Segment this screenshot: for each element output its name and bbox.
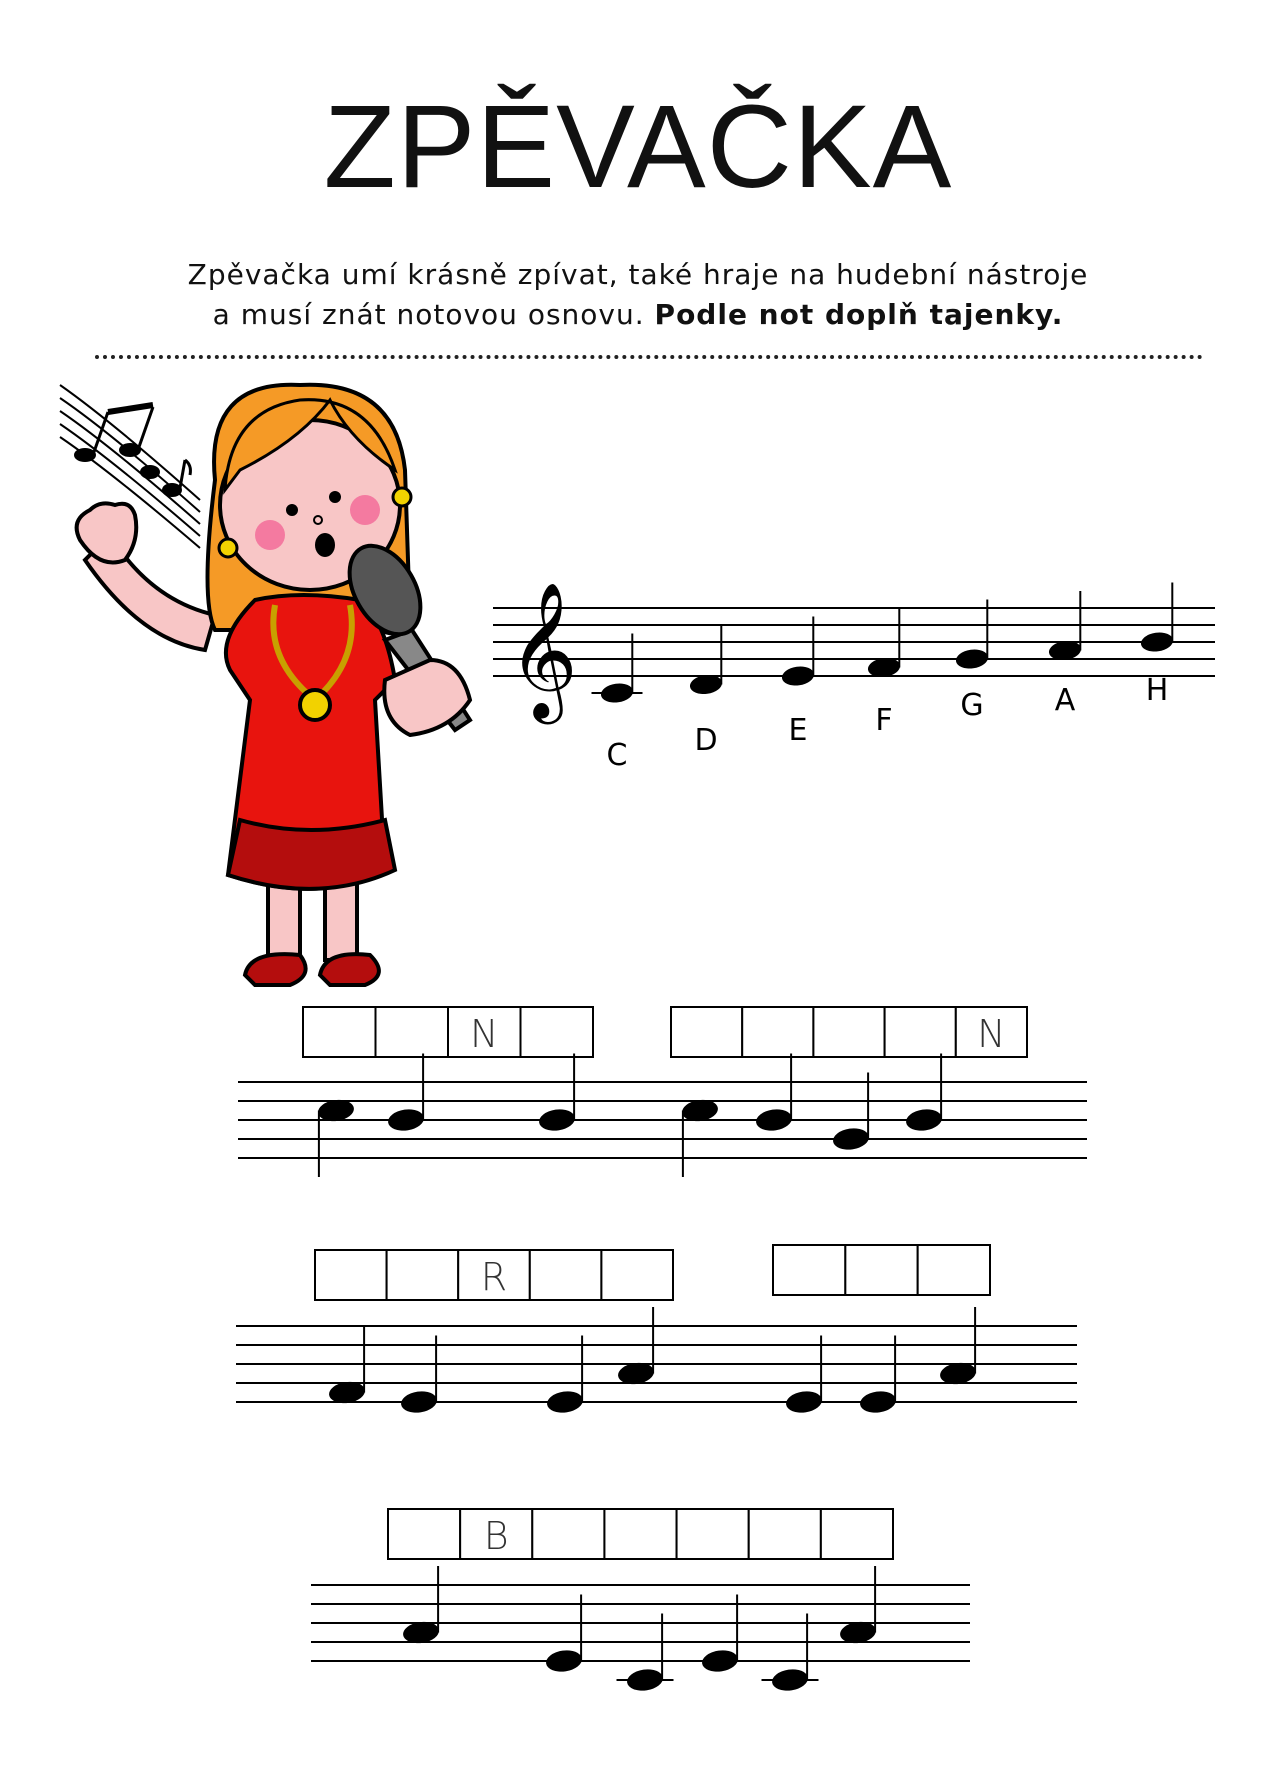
note-head	[955, 647, 990, 670]
note-head	[755, 1107, 794, 1133]
answer-box	[742, 1007, 813, 1057]
note-name-label: H	[1145, 673, 1169, 708]
note-head	[546, 1389, 585, 1415]
answer-box	[604, 1509, 676, 1559]
note-name-label: E	[788, 713, 808, 748]
note-head	[538, 1107, 577, 1133]
answer-box	[315, 1250, 387, 1300]
answer-box	[821, 1509, 893, 1559]
answer-box	[303, 1007, 376, 1057]
answer-box	[376, 1007, 449, 1057]
answer-hint-letter: R	[480, 1255, 508, 1299]
answer-hint-letter: N	[977, 1012, 1006, 1056]
note-name-label: D	[694, 723, 718, 758]
note-name-label: G	[960, 688, 984, 723]
answer-box	[530, 1250, 602, 1300]
answer-box	[671, 1007, 742, 1057]
note-head	[859, 1389, 898, 1415]
answer-box	[885, 1007, 956, 1057]
note-name-label: F	[875, 703, 893, 738]
note-head	[387, 1107, 426, 1133]
answer-hint-letter: B	[483, 1514, 509, 1558]
note-head	[1140, 630, 1175, 653]
note-head	[905, 1107, 944, 1133]
answer-box	[773, 1245, 845, 1295]
note-head	[832, 1126, 871, 1152]
note-name-label: A	[1054, 683, 1076, 718]
note-head	[545, 1648, 584, 1674]
note-name-label: C	[606, 738, 628, 773]
answer-hint-letter: N	[470, 1012, 499, 1056]
answer-box	[601, 1250, 673, 1300]
instructions-text: a musí znát notovou osnovu.	[212, 298, 645, 331]
instructions-task: Podle not doplň tajenky.	[654, 298, 1064, 331]
note-head	[781, 664, 816, 687]
answer-box	[387, 1250, 459, 1300]
answer-box	[388, 1509, 460, 1559]
treble-clef-icon: 𝄞	[508, 580, 578, 718]
note-head	[400, 1389, 439, 1415]
answer-box	[532, 1509, 604, 1559]
note-head	[785, 1389, 824, 1415]
answer-box	[521, 1007, 594, 1057]
instructions-line-1: Zpěvačka umí krásně zpívat, také hraje na hudební nástroje	[187, 258, 1089, 291]
answer-box	[845, 1245, 917, 1295]
answer-box	[813, 1007, 884, 1057]
note-head	[701, 1648, 740, 1674]
page-title: ZPĚVAČKA	[323, 81, 953, 213]
answer-box	[677, 1509, 749, 1559]
answer-box	[918, 1245, 990, 1295]
answer-box	[749, 1509, 821, 1559]
